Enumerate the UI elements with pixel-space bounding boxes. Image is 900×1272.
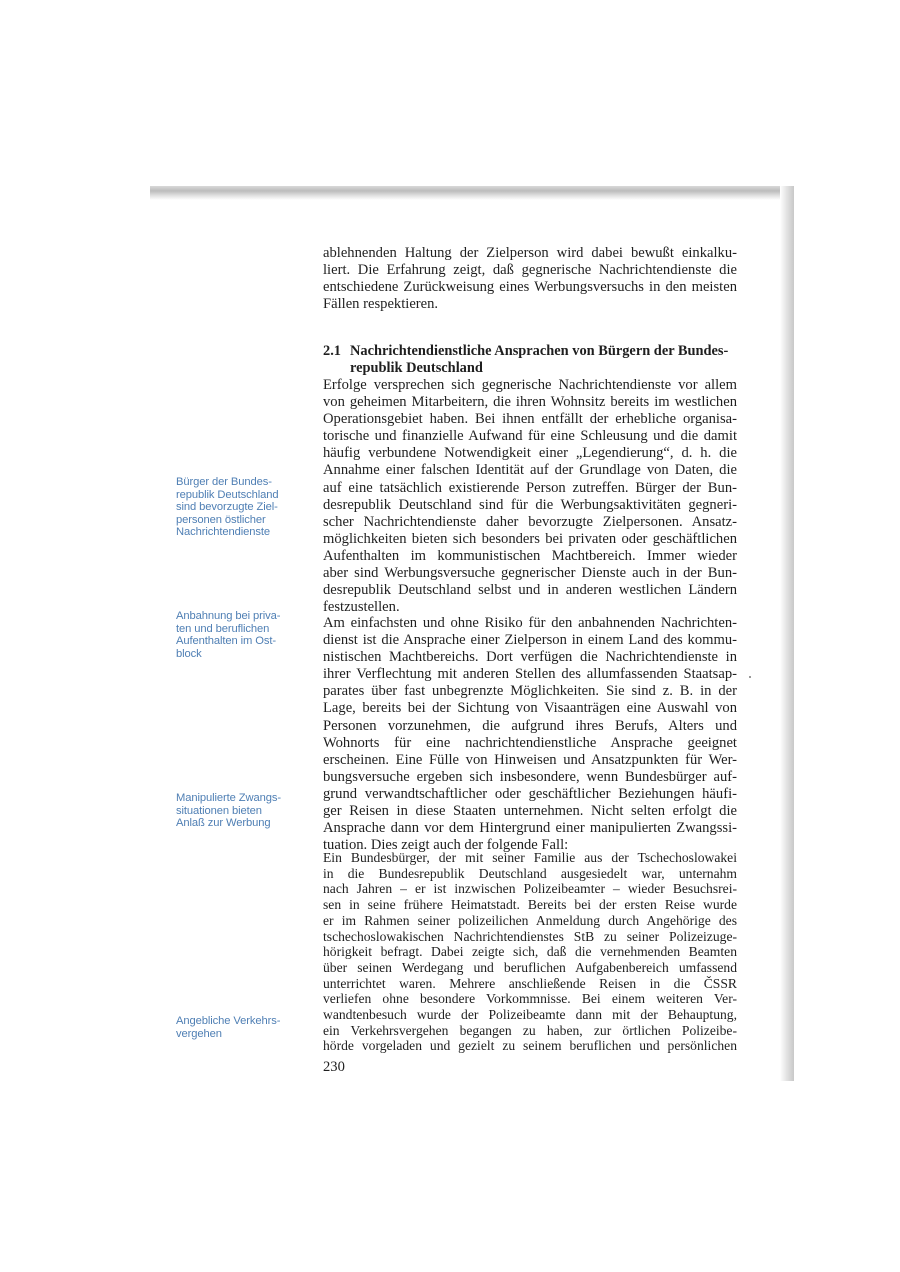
text-line: Aufenthalten im kommunistischen Machtbereich. Immer wieder <box>323 547 737 564</box>
section-number: 2.1 <box>323 343 341 359</box>
text-line: sen in seine frühere Heimatstadt. Bereits bei der ersten Reise wurde <box>323 897 737 913</box>
margin-note: Anbahnung bei priva- ten und beruflichen Aufenthalten im Ost- block <box>176 610 281 660</box>
margin-note: Bürger der Bundes- republik Deutschland sind bevorzugte Ziel- personen östlicher Nachrichtendienste <box>176 476 279 539</box>
text-line: nistischen Machtbereichs. Dort verfügen die Nachrichtendienste in <box>323 649 737 666</box>
text-line: Am einfachsten und ohne Risiko für den anbahnenden Nachrichten- <box>323 615 737 631</box>
paragraph-2 <box>323 615 737 854</box>
text-line: dienst ist die Ansprache einer Zielperson in einem Land des kommu- <box>323 632 737 649</box>
text-line: häufig verbundene Notwendigkeit einer „Legendierung“, d. h. die <box>323 445 737 462</box>
text-line: verliefen ohne besondere Vorkommnisse. Bei einem weiteren Ver- <box>323 991 737 1007</box>
text-line: ihrer Verflechtung mit anderen Stellen des allumfassenden Staatsap- <box>323 666 737 683</box>
text-line: hörde vorgeladen und gezielt zu seinem beruflichen und persönlichen <box>323 1038 737 1054</box>
text-line: Ein Bundesbürger, der mit seiner Familie aus der Tschechoslowakei <box>323 850 737 865</box>
text-line: parates über fast unbegrenzte Möglichkeiten. Sie sind z. B. in der <box>323 683 737 700</box>
text-line: auf eine tatsächlich existierende Person zutreffen. Bürger der Bun- <box>323 479 737 496</box>
text-line: Erfolge versprechen sich gegnerische Nachrichtendienste vor allem <box>323 377 737 393</box>
text-line: möglichkeiten bieten sich besonders bei privaten oder geschäftlichen <box>323 530 737 547</box>
text-line: torische und finanzielle Aufwand für eine Schleusung und die damit <box>323 428 737 445</box>
case-study <box>323 850 737 1054</box>
text-line: Fällen respektieren. <box>323 296 439 313</box>
text-line: bungsversuche ergeben sich insbesondere, wenn Bundesbürger auf- <box>323 768 737 785</box>
text-line: scher Nachrichtendienste daher bevorzugte Zielpersonen. Ansatz- <box>323 513 737 530</box>
text-line: Wohnorts für eine nachrichtendienstliche Ansprache geeignet <box>323 734 737 751</box>
text-line: tuation. Dies zeigt auch der folgende Fall: <box>323 837 569 854</box>
margin-note: Manipulierte Zwangs- situationen bieten Anlaß zur Werbung <box>176 792 281 830</box>
text-line: liert. Die Erfahrung zeigt, daß gegnerische Nachrichtendienste die <box>323 262 737 279</box>
text-line: festzustellen. <box>323 599 400 616</box>
section-title-line2: republik Deutschland <box>350 360 483 376</box>
page-shadow-top <box>150 186 782 200</box>
scan-speck <box>749 676 751 678</box>
text-line: ein Verkehrsvergehen begangen zu haben, zur örtlichen Polizeibe- <box>323 1022 737 1038</box>
text-line: er im Rahmen seiner polizeilichen Anmeldung durch Angehörige des <box>323 912 737 928</box>
text-line: ablehnenden Haltung der Zielperson wird dabei bewußt einkalku- <box>323 245 737 261</box>
text-line: nach Jahren – er ist inzwischen Polizeibeamter – wieder Besuchsrei- <box>323 881 737 897</box>
text-line: von geheimen Mitarbeitern, die ihren Wohnsitz bereits im westlichen <box>323 394 737 411</box>
text-line: desrepublik Deutschland selbst und in anderen westlichen Ländern <box>323 582 737 599</box>
text-line: aber sind Werbungsversuche gegnerischer Dienste auch in der Bun- <box>323 565 737 582</box>
text-line: Lage, bereits bei der Sichtung von Visaanträgen eine Auswahl von <box>323 700 737 717</box>
margin-note: Angebliche Verkehrs- vergehen <box>176 1015 281 1040</box>
text-line: tschechoslowakischen Nachrichtendienstes StB zu seiner Polizeizuge- <box>323 928 737 944</box>
intro-paragraph <box>323 245 737 313</box>
text-line: unterrichtet waren. Mehrere anschließende Reisen in die ČSSR <box>323 975 737 991</box>
text-line: Ansprache dann vor dem Hintergrund einer manipulierten Zwangssi- <box>323 820 737 837</box>
text-line: grund verwandtschaftlicher oder geschäftlicher Beziehungen häufi- <box>323 785 737 802</box>
text-line: Annahme einer falschen Identität auf der Grundlage von Daten, die <box>323 462 737 479</box>
text-line: wandtenbesuch wurde der Polizeibeamte dann mit der Behauptung, <box>323 1007 737 1023</box>
text-line: erscheinen. Eine Fülle von Hinweisen und Ansatzpunkten für Wer- <box>323 751 737 768</box>
text-line: desrepublik Deutschland sind für die Werbungsaktivitäten gegneri- <box>323 496 737 513</box>
text-line: Personen vorzunehmen, die aufgrund ihres Berufs, Alters und <box>323 717 737 734</box>
section-title-line1: Nachrichtendienstliche Ansprachen von Bürgern der Bundes- <box>350 343 729 359</box>
text-line: über seinen Werdegang und beruflichen Aufgabenbereich umfassend <box>323 959 737 975</box>
text-line: entschiedene Zurückweisung eines Werbungsversuchs in den meisten <box>323 279 737 296</box>
text-line: Operationsgebiet haben. Bei ihnen entfällt der erhebliche organisa- <box>323 411 737 428</box>
section-heading <box>323 343 737 377</box>
text-line: hörigkeit befragt. Dabei zeigte sich, daß die vernehmenden Beamten <box>323 944 737 960</box>
paragraph-1 <box>323 377 737 616</box>
page-number: 230 <box>323 1059 345 1075</box>
text-line: ger Reisen in diese Staaten unternehmen. Nicht selten erfolgt die <box>323 803 737 820</box>
page-shadow-right <box>780 186 794 1081</box>
text-line: in die Bundesrepublik Deutschland ausgesiedelt war, unternahm <box>323 865 737 881</box>
